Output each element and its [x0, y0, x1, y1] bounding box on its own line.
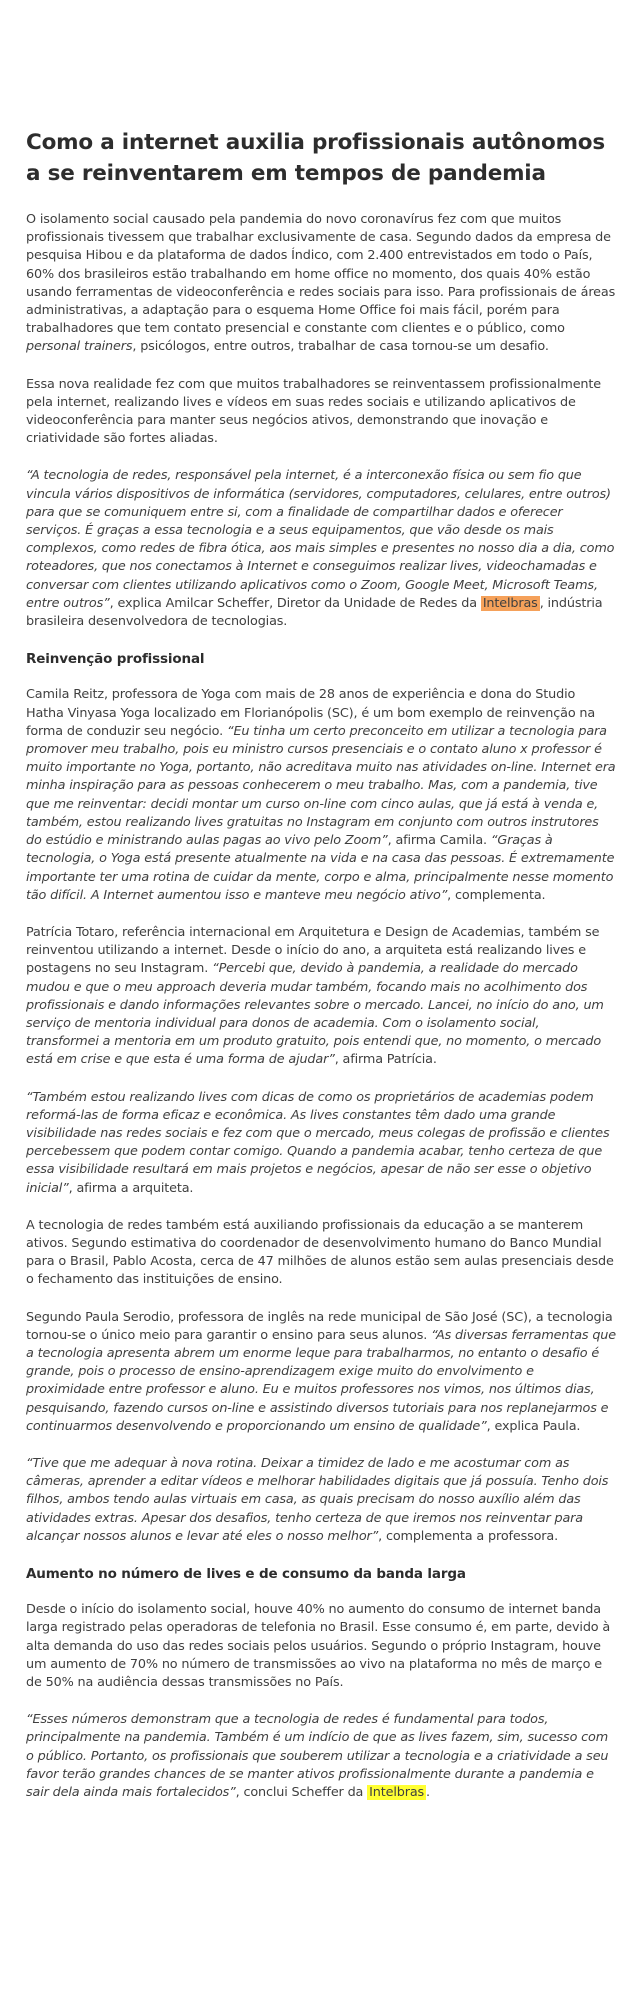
quote-text: “Esses números demonstram que a tecnologia de redes é fundamental para todos, principalmente na pandemia. Também é um indício de que as lives fazem, sim, sucesso com o público. Portanto, os profissionais que souberem utilizar a tecnologia e a criatividade a seu favor terão grandes chances de se manter ativos profissionalmente durante a pandemia e sair dela ainda mais fortalecidos” — [26, 1712, 609, 1801]
text-span: . — [426, 1785, 430, 1801]
highlight-intelbras: Intelbras — [369, 1785, 425, 1801]
paragraph-conclusion — [26, 1711, 616, 1802]
paragraph-reality: Essa nova realidade fez com que muitos trabalhadores se reinventassem profissionalmente pela internet, realizando lives e vídeos em suas redes sociais e utilizando aplicativos de videoconferência para manter seus negócios ativos, demonstrando que inovação e criatividade são fortes aliadas. — [26, 376, 601, 447]
section-heading-reinvencao: Reinvenção profissional — [26, 651, 205, 668]
text-span: personal trainers — [26, 339, 133, 355]
quote-text: “A tecnologia de redes, responsável pela internet, é a interconexão física ou sem fio que vincula vários dispositivos de informática (servidores, computadores, celulares, entre outros) para que se comuniquem entre si, com a finalidade de compartilhar dados e oferecer serviços. É graças a essa tecnologia e a seus equipamentos, que vão desde os mais complexos, como redes de fibra ótica, aos mais simples e presentes no nosso dia a dia, como roteadores, que nos conectamos à Internet e conseguimos realizar lives, videochamadas e conversar com clientes utilizando aplicativos como o Zoom, Google Meet, Microsoft Teams, entre outros” — [26, 468, 615, 611]
paragraph-bandwidth: Desde o início do isolamento social, houve 40% no aumento do consumo de internet banda larga registrado pelas operadoras de telefonia no Brasil. Esse consumo é, em parte, devido à alta demanda do uso das redes sociais pelos usuários. Segundo o próprio Instagram, houve um aumento de 70% no número de transmissões ao vivo na plataforma no mês de março e de 50% na audiência dessas transmissões no País. — [26, 1602, 611, 1691]
paragraph-intro — [26, 211, 616, 357]
quote-text: “Também estou realizando lives com dicas de como os proprietários de academias podem reformá-las de forma eficaz e econômica. As lives constantes têm dado uma grande visibilidade nas redes sociais e fez com que o mercado, meus colegas de profissão e clientes percebessem que podem contar comigo. Quando a pandemia acabar, tenho certeza de que essa visibilidade resultará em mais projetos e negócios, apesar de não ser esse o objetivo inicial” — [26, 1089, 610, 1196]
text-span: , afirma a arquiteta. — [68, 1180, 194, 1196]
paragraph-camila — [26, 686, 616, 904]
text-span: Camila Reitz, professora de Yoga com mais de 28 anos de experiência e dona do Studio Hatha Vinyasa Yoga localizado em Florianópolis (SC), é um bom exemplo de reinvenção na forma de conduzir seu negócio. — [26, 687, 596, 739]
text-span: Patrícia Totaro, referência internacional em Arquitetura e Design de Academias, também se reinventou utilizando a internet. Desde o início do ano, a arquiteta está realizando lives e postagens no seu Instagram. — [26, 924, 600, 977]
paragraph-paula — [26, 1309, 616, 1436]
paragraph-patricia-quote — [26, 1089, 616, 1198]
paragraph-patricia — [26, 924, 616, 1070]
text-span: Segundo Paula Serodio, professora de inglês na rede municipal de São José (SC), a tecnologia tornou-se o único meio para garantir o ensino para seus alunos. — [26, 1309, 613, 1343]
text-span: O isolamento social causado pela pandemia do novo coronavírus fez com que muitos profissionais tivessem que trabalhar exclusivamente de casa. Segundo dados da empresa de pesquisa Hibou e da plataforma de dados Índico, com 2.400 entrevistados em todo o País, 60% dos brasileiros estão trabalhando em home office no momento, dos quais 40% estão usando ferramentas de videoconferência e redes sociais para isso. Para profissionais de áreas administrativas, a adaptação para o esquema Home Office foi mais fácil, porém para trabalhadores que tem contato presencial e constante com clientes e o público, como — [26, 212, 616, 337]
text-span: , conclui Scheffer da — [235, 1785, 368, 1801]
page-title: Como a internet auxilia profissionais autônomos a se reinventarem em tempos de pandemia — [26, 130, 605, 186]
paragraph-paula-quote — [26, 1455, 616, 1546]
text-span: , indústria brasileira desenvolvedora de tecnologias. — [26, 595, 603, 630]
quote-text: “As diversas ferramentas que a tecnologia apresenta abrem um enorme leque para trabalharmos, no entanto o desafio é grande, pois o processo de ensino-aprendizagem exige muito do envolvimento e proximidade entre professor e aluno. Eu e muitos professores nos vimos, nos últimos dias, pesquisando, fazendo cursos on-line e assistindo diversos tutoriais para nos replanejarmos e continuarmos desenvolvendo e proporcionando um ensino de qualidade” — [26, 1327, 616, 1434]
text-span: , complementa. — [447, 887, 546, 903]
quote-text: “Eu tinha um certo preconceito em utilizar a tecnologia para promover meu trabalho, pois eu ministro cursos presenciais e o contato aluno x professor é muito importante no Yoga, portanto, não acreditava muito nas atividades on-line. Internet era minha inspiração para as pessoas conhecerem o meu trabalho. Mas, com a pandemia, tive que me reinventar: decidi montar um curso on-line com cinco aulas, que já está à venda e, também, estou realizando lives gratuitas no Instagram em conjunto com outros instrutores do estúdio e ministrando aulas pagas ao vivo pelo Zoom” — [26, 723, 616, 849]
section-heading-lives: Aumento no número de lives e de consumo da banda larga — [26, 1566, 466, 1582]
quote-text: “Tive que me adequar à nova rotina. Deixar a timidez de lado e me acostumar com as câmeras, aprender a editar vídeos e melhorar habilidades digitais que já possuía. Tenho dois filhos, ambos tendo aulas virtuais em casa, as quais precisam do nosso auxílio além das atividades extras. Apesar dos desafios, tenho certeza de que iremos nos reinventar para alcançar nossos alunos e levar até eles o nosso melhor” — [26, 1455, 609, 1544]
text-span: , afirma Camila. — [387, 833, 491, 849]
paragraph-education: A tecnologia de redes também está auxiliando profissionais da educação a se manterem ativos. Segundo estimativa do coordenador de desenvolvimento humano do Banco Mundial para o Brasil, Pablo Acosta, cerca de 47 milhões de alunos estão sem aulas presenciais desde o fechamento das instituições de ensino. — [26, 1217, 614, 1288]
text-span: , explica Paula. — [486, 1418, 581, 1434]
text-span: , explica Amilcar Scheffer, Diretor da Unidade de Redes da — [109, 595, 481, 611]
quote-text: “Graças à tecnologia, o Yoga está presente atualmente na vida e na casa das pessoas. É extremamente importante ter uma rotina de cuidar da mente, corpo e alma, principalmente nesse momento tão difícil. A Internet aumentou isso e manteve meu negócio ativo” — [26, 833, 615, 903]
highlight-intelbras: Intelbras — [482, 595, 538, 611]
paragraph-quote-scheffer — [26, 467, 616, 631]
quote-text: “Percebi que, devido à pandemia, a realidade do mercado mudou e que o meu approach deveria mudar também, focando mais no acolhimento dos profissionais e dando informações relevantes sobre o mercado. Lancei, no início do ano, um serviço de mentoria individual para donos de academia. Com o isolamento social, transformei a mentoria em um produto gratuito, pois entendi que, no momento, o mercado está em crise e que esta é uma forma de ajudar” — [26, 961, 604, 1068]
text-span: , psicólogos, entre outros, trabalhar de casa tornou-se um desafio. — [132, 339, 549, 355]
text-span: , complementa a professora. — [378, 1528, 559, 1544]
text-span: , afirma Patrícia. — [334, 1052, 437, 1068]
